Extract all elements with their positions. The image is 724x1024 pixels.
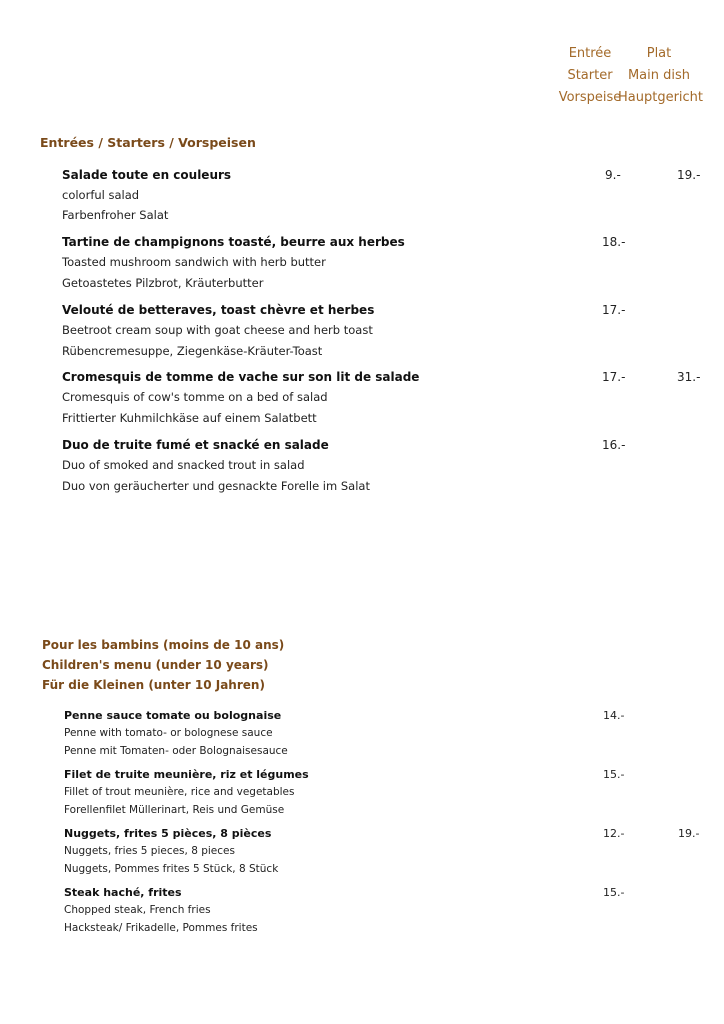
price-entree: 14.- bbox=[603, 709, 625, 722]
price-plat: 31.- bbox=[677, 370, 701, 384]
price-entree: 12.- bbox=[603, 827, 625, 840]
dish-title: Nuggets, frites 5 pièces, 8 pièces bbox=[64, 827, 272, 840]
col-header-plat-de: Hauptgericht bbox=[618, 90, 704, 105]
section-title-kids-de: Für die Kleinen (unter 10 Jahren) bbox=[42, 678, 265, 692]
section-title-starters: Entrées / Starters / Vorspeisen bbox=[40, 135, 256, 150]
price-plat: 19.- bbox=[678, 827, 700, 840]
dish-de: Frittierter Kuhmilchkäse auf einem Salatbett bbox=[62, 411, 317, 425]
dish-title: Penne sauce tomate ou bolognaise bbox=[64, 709, 282, 722]
dish-title: Cromesquis de tomme de vache sur son lit de salade bbox=[62, 370, 420, 384]
dish-en: colorful salad bbox=[62, 188, 140, 202]
dish-de: Getoastetes Pilzbrot, Kräuterbutter bbox=[62, 276, 264, 290]
dish-title: Tartine de champignons toasté, beurre aux herbes bbox=[62, 235, 405, 249]
dish-de: Rübencremesuppe, Ziegenkäse-Kräuter-Toast bbox=[62, 344, 323, 358]
price-entree: 9.- bbox=[605, 168, 621, 182]
dish-de: Hacksteak/ Frikadelle, Pommes frites bbox=[64, 922, 258, 934]
col-header-entree-de: Vorspeise bbox=[558, 90, 622, 105]
dish-en: Beetroot cream soup with goat cheese and herb toast bbox=[62, 323, 373, 337]
col-header-plat-en: Main dish bbox=[627, 68, 691, 83]
dish-title: Steak haché, frites bbox=[64, 886, 182, 899]
col-header-plat-fr: Plat bbox=[646, 46, 672, 61]
dish-en: Duo of smoked and snacked trout in salad bbox=[62, 458, 305, 472]
dish-title: Duo de truite fumé et snacké en salade bbox=[62, 438, 329, 452]
price-entree: 17.- bbox=[602, 370, 626, 384]
dish-en: Penne with tomato- or bolognese sauce bbox=[64, 727, 273, 739]
col-header-entree-fr: Entrée bbox=[568, 46, 612, 61]
dish-title: Salade toute en couleurs bbox=[62, 168, 232, 182]
dish-en: Toasted mushroom sandwich with herb butter bbox=[62, 255, 326, 269]
dish-en: Nuggets, fries 5 pieces, 8 pieces bbox=[64, 845, 235, 857]
section-title-kids-fr: Pour les bambins (moins de 10 ans) bbox=[42, 638, 285, 652]
dish-title: Filet de truite meunière, riz et légumes bbox=[64, 768, 309, 781]
price-entree: 15.- bbox=[603, 768, 625, 781]
dish-de: Farbenfroher Salat bbox=[62, 208, 169, 222]
dish-de: Forellenfilet Müllerinart, Reis und Gemüse bbox=[64, 804, 285, 816]
section-title-kids-en: Children's menu (under 10 years) bbox=[42, 658, 269, 672]
price-entree: 17.- bbox=[602, 303, 626, 317]
price-plat: 19.- bbox=[677, 168, 701, 182]
dish-de: Penne mit Tomaten- oder Bolognaisesauce bbox=[64, 745, 288, 757]
dish-title: Velouté de betteraves, toast chèvre et herbes bbox=[62, 303, 375, 317]
col-header-entree-en: Starter bbox=[567, 68, 613, 83]
dish-en: Chopped steak, French fries bbox=[64, 904, 211, 916]
price-entree: 15.- bbox=[603, 886, 625, 899]
dish-en: Cromesquis of cow's tomme on a bed of salad bbox=[62, 390, 328, 404]
price-entree: 18.- bbox=[602, 235, 626, 249]
price-entree: 16.- bbox=[602, 438, 626, 452]
dish-en: Fillet of trout meunière, rice and vegetables bbox=[64, 786, 295, 798]
dish-de: Duo von geräucherter und gesnackte Forelle im Salat bbox=[62, 479, 370, 493]
dish-de: Nuggets, Pommes frites 5 Stück, 8 Stück bbox=[64, 863, 279, 875]
